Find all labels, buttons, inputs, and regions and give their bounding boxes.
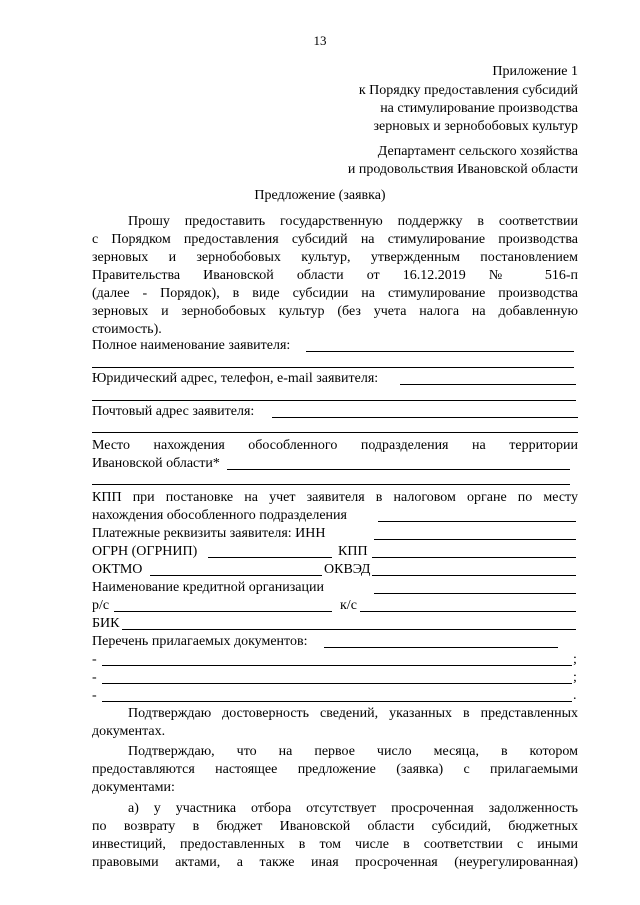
intro-line: зерновых и зернобобовых культур, утвержденным постановлением — [92, 250, 578, 265]
document-title: Предложение (заявка) — [254, 188, 386, 203]
location-label-line-2: Ивановской области* — [92, 456, 220, 471]
bank-input-line[interactable] — [374, 593, 576, 594]
docs-label: Перечень прилагаемых документов: — [92, 634, 308, 649]
kpp-paragraph — [92, 489, 578, 507]
ks-label: к/с — [340, 598, 357, 613]
doc-item-end: . — [573, 688, 577, 703]
page-number: 13 — [313, 33, 327, 48]
doc-item-dash: - — [92, 670, 97, 685]
ogrn-input-line[interactable] — [208, 557, 332, 558]
confirm-paragraph-2 — [92, 743, 578, 797]
doc-item-input-line[interactable] — [102, 683, 572, 684]
kpp-label-line-1: КПП при постановке на учет заявителя в налоговом органе по месту — [92, 490, 578, 505]
location-input-line-2[interactable] — [92, 484, 570, 485]
recipient-line-2: и продовольствия Ивановской области — [347, 162, 578, 177]
location-paragraph — [92, 437, 578, 455]
kpp-label-line-2: нахождения обособленного подразделения — [92, 508, 347, 523]
doc-item-end: ; — [573, 670, 577, 685]
confirm-paragraph-1 — [92, 705, 578, 741]
doc-item-input-line[interactable] — [102, 701, 572, 702]
kpp-input-line[interactable] — [378, 521, 576, 522]
intro-line: с Порядком предоставления субсидий на стимулирование производства — [92, 232, 578, 247]
intro-line: Правительства Ивановской области от 16.12.2019 № 516-п — [92, 268, 578, 283]
rs-label: р/с — [92, 598, 110, 613]
confirm-line: предоставляются настоящее предложение (заявка) с прилагаемыми — [92, 762, 578, 777]
full-name-input-line-2[interactable] — [92, 367, 574, 368]
oktmo-input-line[interactable] — [150, 575, 322, 576]
postal-address-label: Почтовый адрес заявителя: — [92, 404, 255, 419]
bik-label: БИК — [92, 616, 120, 631]
location-input-line[interactable] — [227, 469, 570, 470]
legal-address-label: Юридический адрес, телефон, e-mail заявителя: — [92, 371, 379, 386]
location-label-line-1: Место нахождения обособленного подразделения на территории — [92, 438, 578, 453]
legal-address-input-line[interactable] — [400, 384, 576, 385]
intro-line: (далее - Порядок), в виде субсидии на стимулирование производства — [92, 286, 578, 301]
annex-line-2: к Порядку предоставления субсидий — [358, 83, 578, 98]
doc-item-dash: - — [92, 652, 97, 667]
bik-input-line[interactable] — [122, 629, 576, 630]
confirm-line: документах. — [92, 724, 166, 739]
legal-address-input-line-2[interactable] — [92, 400, 576, 401]
docs-input-line[interactable] — [324, 647, 558, 648]
doc-item-dash: - — [92, 688, 97, 703]
clause-line: а) у участника отбора отсутствует просроченная задолженность — [128, 801, 578, 816]
postal-address-input-line[interactable] — [272, 417, 578, 418]
confirm-line: Подтверждаю достоверность сведений, указанных в представленных — [128, 706, 578, 721]
annex-label: Приложение 1 — [492, 64, 578, 79]
recipient-line-1: Департамент сельского хозяйства — [377, 144, 578, 159]
doc-item-input-line[interactable] — [102, 665, 572, 666]
intro-line: зерновых и зернобобовых культур (без учета налога на добавленную — [92, 304, 578, 319]
full-name-input-line[interactable] — [306, 351, 574, 352]
intro-line: стоимость). — [92, 322, 162, 337]
clause-line: инвестиций, предоставленных в том числе в соответствии с иными — [92, 837, 578, 852]
doc-item-end: ; — [573, 652, 577, 667]
ogrn-label: ОГРН (ОГРНИП) — [92, 544, 198, 559]
bank-label: Наименование кредитной организации — [92, 580, 324, 595]
payment-inn-label: Платежные реквизиты заявителя: ИНН — [92, 526, 326, 541]
kpp-short-label: КПП — [338, 544, 368, 559]
inn-input-line[interactable] — [374, 539, 576, 540]
confirm-line: документами: — [92, 780, 175, 795]
clause-line: по возврату в бюджет Ивановской области субсидий, бюджетных — [92, 819, 578, 834]
clause-line: правовыми актами, а также иная просроченная (неурегулированная) — [92, 855, 578, 870]
kpp-short-input-line[interactable] — [372, 557, 576, 558]
intro-line: Прошу предоставить государственную поддержку в соответствии — [128, 214, 578, 229]
intro-paragraph — [92, 213, 578, 339]
rs-input-line[interactable] — [114, 611, 332, 612]
oktmo-label: ОКТМО — [92, 562, 143, 577]
postal-address-input-line-2[interactable] — [92, 432, 578, 433]
okved-input-line[interactable] — [372, 575, 576, 576]
clause-a-paragraph — [92, 800, 578, 872]
full-name-label: Полное наименование заявителя: — [92, 338, 291, 353]
annex-line-3: на стимулирование производства — [380, 101, 578, 116]
ks-input-line[interactable] — [360, 611, 576, 612]
confirm-line: Подтверждаю, что на первое число месяца, в котором — [128, 744, 578, 759]
okved-label: ОКВЭД — [324, 562, 371, 577]
annex-line-4: зерновых и зернобобовых культур — [373, 119, 578, 134]
